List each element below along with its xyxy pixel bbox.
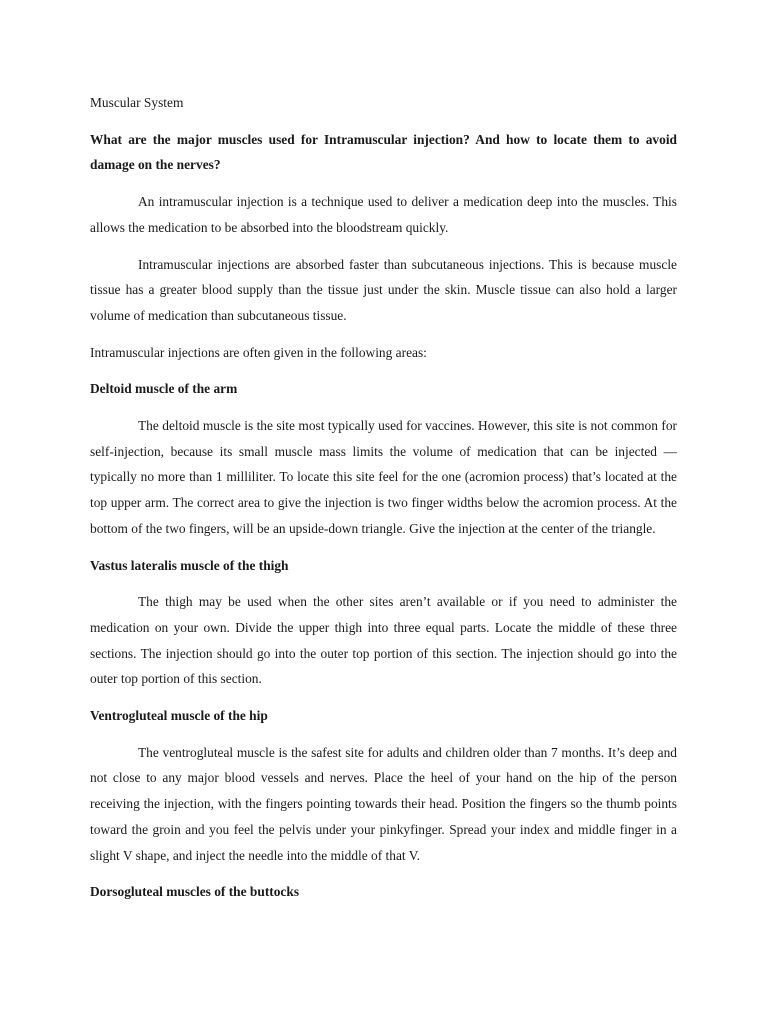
section-body-ventrogluteal: The ventrogluteal muscle is the safest site for adults and children older than 7 months. It’s deep and not close to any major blood vessels and nerves. Place the heel of your hand on the hip of the person receiving the injection, with the fingers pointing towards their head. Position the fingers so the thumb points toward the groin and you feel the pelvis under your pinkyfinger. Spread your index and middle finger in a slight V shape, and inject the needle into the middle of that V. [90, 744, 677, 863]
document-body [90, 90, 677, 916]
document-title: Muscular System [90, 95, 184, 110]
section-body-deltoid: The deltoid muscle is the site most typically used for vaccines. However, this site is not common for self-injection, because its small muscle mass limits the volume of medication that can be injected — typically no more than 1 milliliter. To locate this site feel for the one (acromion process) that’s located at the top upper arm. The correct area to give the injection is two finger widths below the acromion process. At the bottom of the two fingers, will be an upside-down triangle. Give the injection at the center of the triangle. [90, 418, 677, 536]
section-heading-deltoid: Deltoid muscle of the arm [90, 381, 238, 397]
areas-intro: Intramuscular injections are often given in the following areas: [90, 344, 427, 360]
intro-paragraph-1: An intramuscular injection is a technique used to deliver a medication deep into the muscles. This allows the medication to be absorbed into the bloodstream quickly. [90, 194, 677, 235]
document-question: What are the major muscles used for Intramuscular injection? And how to locate them to avoid damage on the nerves? [90, 131, 677, 173]
section-heading-dorsogluteal: Dorsogluteal muscles of the buttocks [90, 884, 300, 900]
intro-paragraph-2: Intramuscular injections are absorbed faster than subcutaneous injections. This is because muscle tissue has a greater blood supply than the tissue just under the skin. Muscle tissue can also hold a larger volume of medication than subcutaneous tissue. [90, 256, 677, 323]
section-body-vastus-lateralis: The thigh may be used when the other sites aren’t available or if you need to administer the medication on your own. Divide the upper thigh into three equal parts. Locate the middle of these three sections. The injection should go into the outer top portion of this section. The injection should go into the outer top portion of this section. [90, 594, 677, 687]
section-heading-vastus-lateralis: Vastus lateralis muscle of the thigh [90, 557, 289, 573]
section-heading-ventrogluteal: Ventrogluteal muscle of the hip [90, 708, 268, 724]
